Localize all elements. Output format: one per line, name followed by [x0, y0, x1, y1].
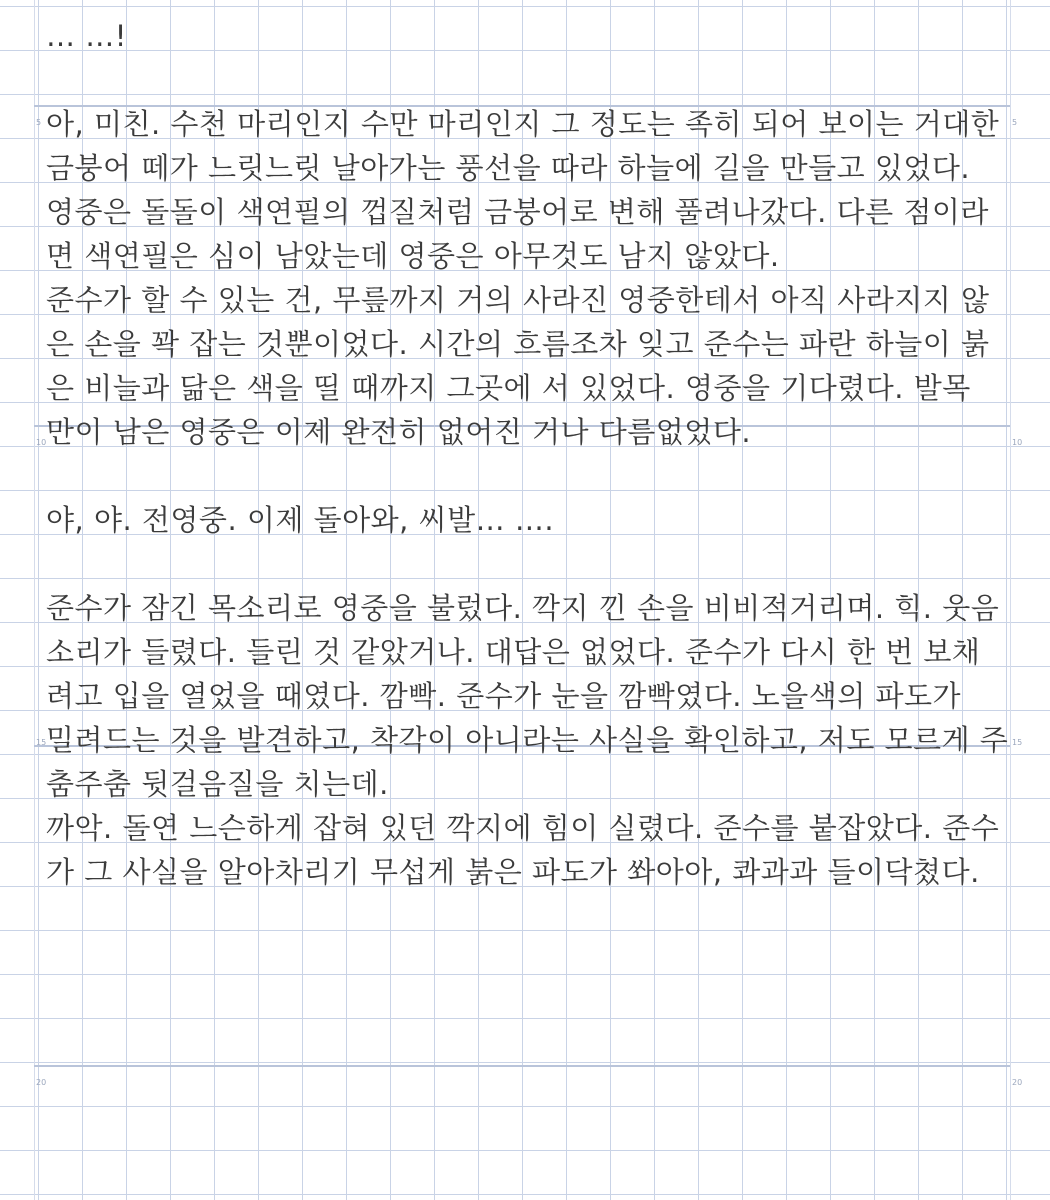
text-line: 만이 남은 영중은 이제 완전히 없어진 거나 다름없었다.	[46, 415, 752, 449]
body-text	[46, 14, 1009, 894]
row-number: 15	[36, 738, 47, 747]
row-number: 5	[36, 118, 42, 127]
row-number: 20	[1012, 1078, 1023, 1087]
text-line: 영중은 돌돌이 색연필의 껍질처럼 금붕어로 변해 풀려나갔다. 다른 점이라	[46, 195, 989, 229]
text-line: 준수가 할 수 있는 건, 무릎까지 거의 사라진 영중한테서 아직 사라지지 않	[46, 283, 990, 317]
text-line	[46, 542, 996, 586]
row-number: 10	[1012, 438, 1023, 447]
row-number: 20	[36, 1078, 47, 1087]
text-line: 야, 야. 전영중. 이제 돌아와, 씨발… ….	[46, 503, 555, 537]
text-line: 아, 미친. 수천 마리인지 수만 마리인지 그 정도는 족히 되어 보이는 거대한	[46, 107, 1000, 141]
text-line: 밀려드는 것을 발견하고, 착각이 아니라는 사실을 확인하고, 저도 모르게 주	[46, 723, 1009, 757]
text-line: 은 손을 꽉 잡는 것뿐이었다. 시간의 흐름조차 잊고 준수는 파란 하늘이 붉	[46, 327, 990, 361]
text-line	[46, 58, 996, 102]
text-line: 소리가 들렸다. 들린 것 같았거나. 대답은 없었다. 준수가 다시 한 번 보채	[46, 635, 981, 669]
text-line: 금붕어 떼가 느릿느릿 날아가는 풍선을 따라 하늘에 길을 만들고 있었다.	[46, 151, 971, 185]
row-number: 5	[1012, 118, 1018, 127]
section-divider	[34, 1065, 1010, 1067]
text-line: 춤주춤 뒷걸음질을 치는데.	[46, 767, 389, 801]
row-number: 10	[36, 438, 47, 447]
text-line: 까악. 돌연 느슨하게 잡혀 있던 깍지에 힘이 실렸다. 준수를 붙잡았다. 준수	[46, 811, 1000, 845]
text-line: 면 색연필은 심이 남았는데 영중은 아무것도 남지 않았다.	[46, 239, 780, 273]
left-margin-line	[34, 0, 35, 1200]
text-line: 려고 입을 열었을 때였다. 깜빡. 준수가 눈을 깜빡였다. 노을색의 파도가	[46, 679, 962, 713]
text-line: 가 그 사실을 알아차리기 무섭게 붉은 파도가 쏴아아, 콰과과 들이닥쳤다.	[46, 855, 980, 889]
text-line: 은 비늘과 닮은 색을 띨 때까지 그곳에 서 있었다. 영중을 기다렸다. 발목	[46, 371, 971, 405]
text-line: 준수가 잠긴 목소리로 영중을 불렀다. 깍지 낀 손을 비비적거리며. 힉. 웃음	[46, 591, 1000, 625]
right-margin-line	[1010, 0, 1011, 1200]
text-line: … …!	[46, 19, 127, 53]
text-line	[46, 454, 996, 498]
row-number: 15	[1012, 738, 1023, 747]
